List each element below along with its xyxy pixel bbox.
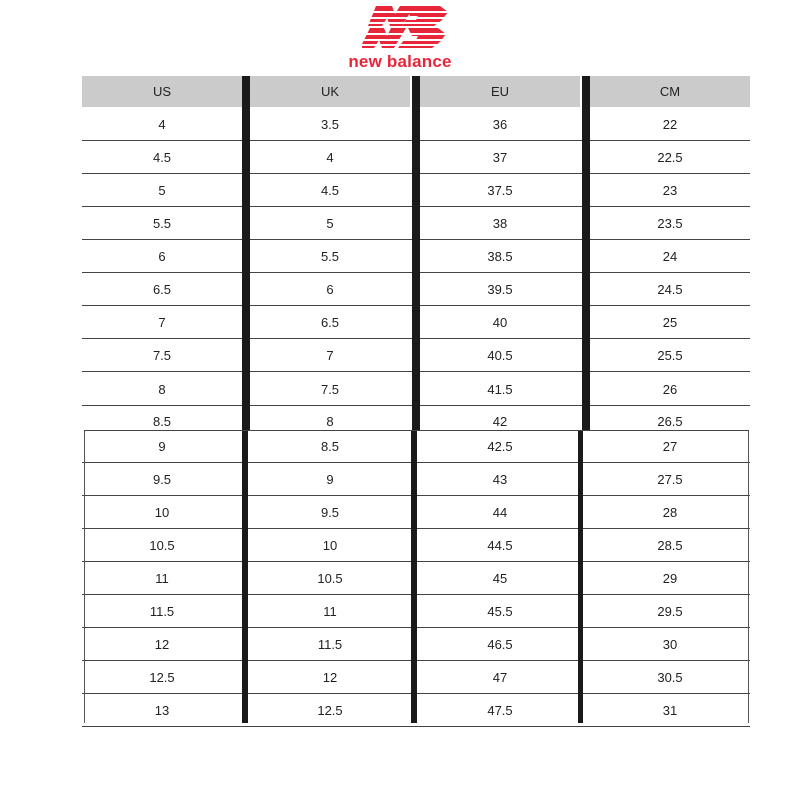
table-cell: 5 [326, 216, 334, 231]
table-cell: 37.5 [487, 183, 513, 198]
table-cell: 12 [322, 670, 338, 685]
table-cell: 8 [158, 382, 166, 397]
table-cell: 24.5 [657, 282, 683, 297]
table-cell: 24 [662, 249, 678, 264]
table-cell: 22.5 [657, 150, 683, 165]
table-cell: 7 [326, 348, 334, 363]
table-cell: 45 [492, 571, 508, 586]
table-cell: 41.5 [487, 382, 513, 397]
table-cell: 44 [492, 505, 508, 520]
table-cell: 5 [158, 183, 166, 198]
table-cell: 12.5 [149, 670, 175, 685]
table-cell: 8.5 [320, 439, 340, 454]
table-cell: 42.5 [487, 439, 513, 454]
table-cell: 5.5 [152, 216, 172, 231]
column-header-uk [250, 76, 410, 107]
column-header-label: CM [659, 84, 681, 99]
table-frame-right [748, 430, 749, 723]
table-cell: 10 [322, 538, 338, 553]
column-header-cm [590, 76, 750, 107]
table-cell: 4 [158, 117, 166, 132]
table-cell: 6 [326, 282, 334, 297]
table-cell: 12.5 [317, 703, 343, 718]
table-cell: 9 [158, 439, 166, 454]
table-cell: 29.5 [657, 604, 683, 619]
table-cell: 6.5 [152, 282, 172, 297]
table-cell: 40 [492, 315, 508, 330]
table-cell: 46.5 [487, 637, 513, 652]
table-cell: 25.5 [657, 348, 683, 363]
column-header-eu [420, 76, 580, 107]
brand-name: new balance [348, 52, 452, 71]
table-cell: 27.5 [657, 472, 683, 487]
table-cell: 13 [154, 703, 170, 718]
table-cell: 45.5 [487, 604, 513, 619]
table-cell: 28 [662, 505, 678, 520]
table-cell: 40.5 [487, 348, 513, 363]
column-header-label: EU [490, 84, 510, 99]
table-cell: 4.5 [152, 150, 172, 165]
table-cell: 26.5 [657, 414, 683, 429]
column-divider [582, 76, 590, 430]
column-divider [411, 430, 417, 723]
table-cell: 47.5 [487, 703, 513, 718]
table-cell: 38 [492, 216, 508, 231]
table-cell: 31 [662, 703, 678, 718]
table-cell: 11.5 [149, 604, 175, 619]
column-divider [242, 76, 250, 430]
table-cell: 4.5 [320, 183, 340, 198]
table-cell: 25 [662, 315, 678, 330]
table-cell: 7.5 [152, 348, 172, 363]
table-cell: 4 [326, 150, 334, 165]
table-cell: 3.5 [320, 117, 340, 132]
column-header-us [82, 76, 242, 107]
column-header-label: US [152, 84, 172, 99]
column-divider [578, 430, 583, 723]
table-cell: 23 [662, 183, 678, 198]
table-cell: 11 [323, 604, 337, 619]
table-cell: 26 [662, 382, 678, 397]
column-header-label: UK [320, 84, 340, 99]
table-cell: 29 [662, 571, 678, 586]
table-cell: 7 [158, 315, 166, 330]
table-cell: 6 [158, 249, 166, 264]
table-cell: 5.5 [320, 249, 340, 264]
column-divider [412, 76, 420, 430]
table-cell: 11 [155, 571, 169, 586]
table-cell: 10.5 [317, 571, 343, 586]
table-cell: 6.5 [320, 315, 340, 330]
table-cell: 8.5 [152, 414, 172, 429]
table-cell: 47 [492, 670, 508, 685]
table-cell: 23.5 [657, 216, 683, 231]
table-frame-left [84, 430, 85, 723]
table-cell: 27 [662, 439, 678, 454]
section-divider [84, 430, 749, 431]
table-cell: 38.5 [487, 249, 513, 264]
table-cell: 7.5 [320, 382, 340, 397]
table-cell: 22 [662, 117, 678, 132]
table-cell: 42 [492, 414, 508, 429]
table-cell: 9.5 [152, 472, 172, 487]
table-cell: 9.5 [320, 505, 340, 520]
table-cell: 10 [154, 505, 170, 520]
table-cell: 39.5 [487, 282, 513, 297]
table-cell: 8 [326, 414, 334, 429]
column-divider [242, 430, 248, 723]
table-cell: 9 [326, 472, 334, 487]
table-cell: 11.5 [317, 637, 343, 652]
table-cell: 37 [492, 150, 508, 165]
table-cell: 12 [154, 637, 170, 652]
table-cell: 28.5 [657, 538, 683, 553]
row-divider [82, 726, 750, 727]
table-cell: 10.5 [149, 538, 175, 553]
table-cell: 44.5 [487, 538, 513, 553]
table-cell: 30.5 [657, 670, 683, 685]
table-cell: 36 [492, 117, 508, 132]
table-cell: 43 [492, 472, 508, 487]
table-cell: 30 [662, 637, 678, 652]
